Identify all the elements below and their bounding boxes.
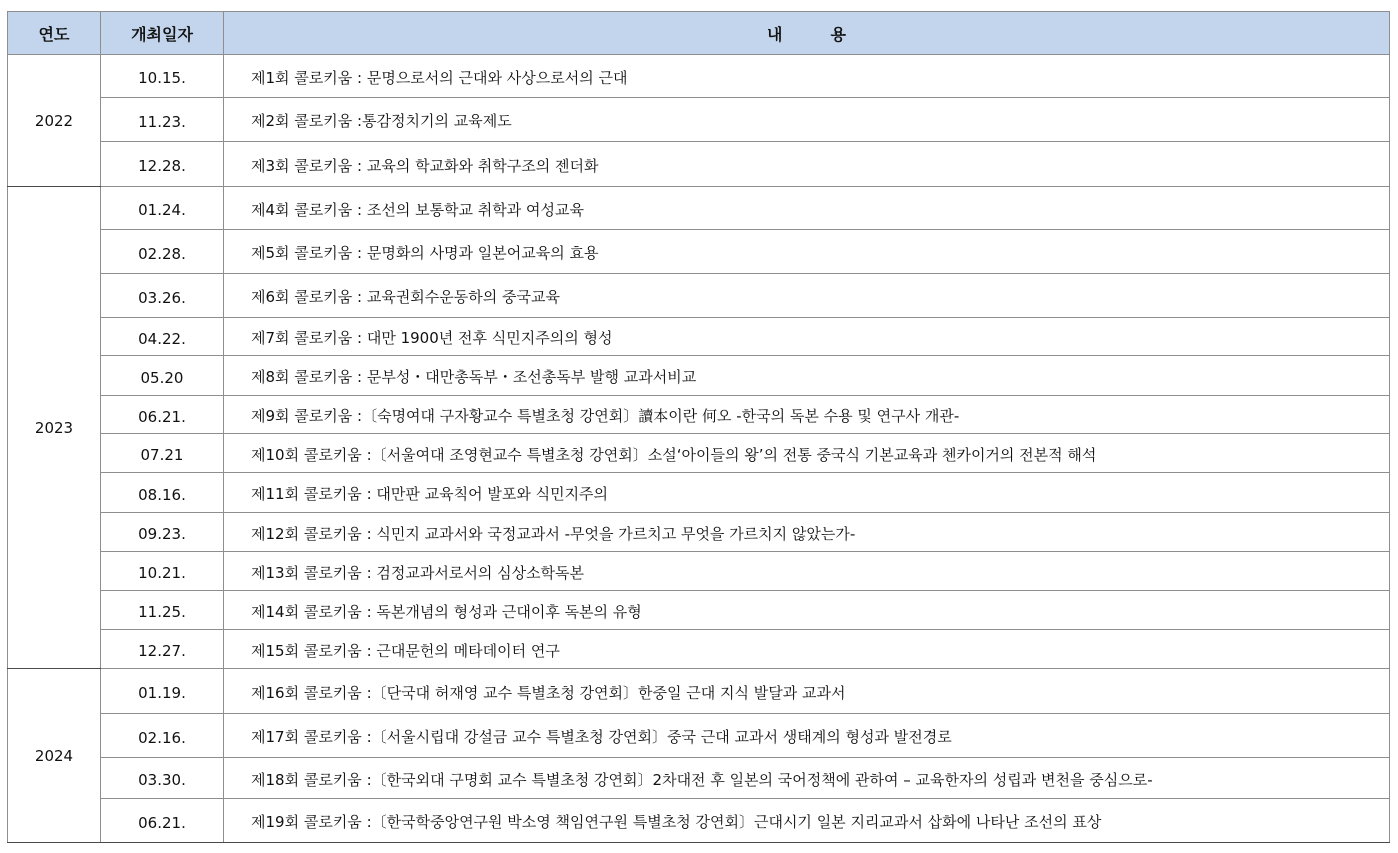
content-cell: 제16회 콜로키움 :〔단국대 허재영 교수 특별초청 강연회〕한중일 근대 지식 발달과 교과서 xyxy=(224,669,1390,714)
table-row xyxy=(8,799,1390,843)
date-cell: 11.25. xyxy=(101,591,224,630)
date-cell: 09.23. xyxy=(101,513,224,552)
colloquium-schedule-table xyxy=(7,11,1390,843)
date-cell: 02.28. xyxy=(101,230,224,274)
table-row xyxy=(8,591,1390,630)
content-cell: 제12회 콜로키움 : 식민지 교과서와 국정교과서 -무엇을 가르치고 무엇을 가르치지 않았는가- xyxy=(224,513,1390,552)
table-row xyxy=(8,55,1390,98)
table-row xyxy=(8,434,1390,473)
date-cell: 10.15. xyxy=(101,55,224,98)
date-cell: 02.16. xyxy=(101,714,224,758)
table-row xyxy=(8,630,1390,669)
content-cell: 제19회 콜로키움 :〔한국학중앙연구원 박소영 책임연구원 특별초청 강연회〕근대시기 일본 지리교과서 삽화에 나타난 조선의 표상 xyxy=(224,799,1390,843)
year-cell: 2024 xyxy=(8,669,101,843)
date-cell: 04.22. xyxy=(101,318,224,356)
table-body xyxy=(8,55,1390,843)
table-row xyxy=(8,396,1390,434)
table-row xyxy=(8,142,1390,187)
date-cell: 03.30. xyxy=(101,758,224,799)
year-cell: 2022 xyxy=(8,55,101,187)
table-row xyxy=(8,274,1390,318)
date-cell: 12.27. xyxy=(101,630,224,669)
content-cell: 제15회 콜로키움 : 근대문헌의 메타데이터 연구 xyxy=(224,630,1390,669)
date-cell: 06.21. xyxy=(101,799,224,843)
table-row xyxy=(8,714,1390,758)
table-row xyxy=(8,318,1390,356)
date-cell: 06.21. xyxy=(101,396,224,434)
content-cell: 제2회 콜로키움 :통감정치기의 교육제도 xyxy=(224,98,1390,142)
content-cell: 제1회 콜로키움 : 문명으로서의 근대와 사상으로서의 근대 xyxy=(224,55,1390,98)
table-row xyxy=(8,758,1390,799)
content-cell: 제10회 콜로키움 :〔서울여대 조영현교수 특별초청 강연회〕소설‘아이들의 왕’의 전통 중국식 기본교육과 첸카이거의 전본적 해석 xyxy=(224,434,1390,473)
content-cell: 제17회 콜로키움 :〔서울시립대 강설금 교수 특별초청 강연회〕중국 근대 교과서 생태계의 형성과 발전경로 xyxy=(224,714,1390,758)
content-cell: 제7회 콜로키움 : 대만 1900년 전후 식민지주의의 형성 xyxy=(224,318,1390,356)
table-row xyxy=(8,473,1390,513)
date-cell: 01.24. xyxy=(101,187,224,230)
content-cell: 제9회 콜로키움 :〔숙명여대 구자황교수 특별초청 강연회〕讀本이란 何오 -한국의 독본 수용 및 연구사 개관- xyxy=(224,396,1390,434)
table-row xyxy=(8,98,1390,142)
content-cell: 제13회 콜로키움 : 검정교과서로서의 심상소학독본 xyxy=(224,552,1390,591)
content-cell: 제4회 콜로키움 : 조선의 보통학교 취학과 여성교육 xyxy=(224,187,1390,230)
table-row xyxy=(8,669,1390,714)
content-cell: 제8회 콜로키움 : 문부성・대만총독부・조선총독부 발행 교과서비교 xyxy=(224,356,1390,396)
table-row xyxy=(8,513,1390,552)
date-cell: 12.28. xyxy=(101,142,224,187)
date-column-header: 개최일자 xyxy=(101,12,224,55)
date-cell: 10.21. xyxy=(101,552,224,591)
content-cell: 제5회 콜로키움 : 문명화의 사명과 일본어교육의 효용 xyxy=(224,230,1390,274)
date-cell: 08.16. xyxy=(101,473,224,513)
date-cell: 07.21 xyxy=(101,434,224,473)
content-column-header: 내 용 xyxy=(224,12,1390,55)
content-cell: 제14회 콜로키움 : 독본개념의 형성과 근대이후 독본의 유형 xyxy=(224,591,1390,630)
year-column-header: 연도 xyxy=(8,12,101,55)
date-cell: 11.23. xyxy=(101,98,224,142)
header-row xyxy=(8,12,1390,55)
table-row xyxy=(8,356,1390,396)
table-row xyxy=(8,552,1390,591)
year-cell: 2023 xyxy=(8,187,101,669)
content-cell: 제3회 콜로키움 : 교육의 학교화와 취학구조의 젠더화 xyxy=(224,142,1390,187)
content-cell: 제6회 콜로키움 : 교육권회수운동하의 중국교육 xyxy=(224,274,1390,318)
date-cell: 01.19. xyxy=(101,669,224,714)
content-cell: 제11회 콜로키움 : 대만판 교육칙어 발포와 식민지주의 xyxy=(224,473,1390,513)
date-cell: 03.26. xyxy=(101,274,224,318)
table-row xyxy=(8,187,1390,230)
content-cell: 제18회 콜로키움 :〔한국외대 구명회 교수 특별초청 강연회〕2차대전 후 일본의 국어정책에 관하여 – 교육한자의 성립과 변천을 중심으로- xyxy=(224,758,1390,799)
date-cell: 05.20 xyxy=(101,356,224,396)
table-row xyxy=(8,230,1390,274)
